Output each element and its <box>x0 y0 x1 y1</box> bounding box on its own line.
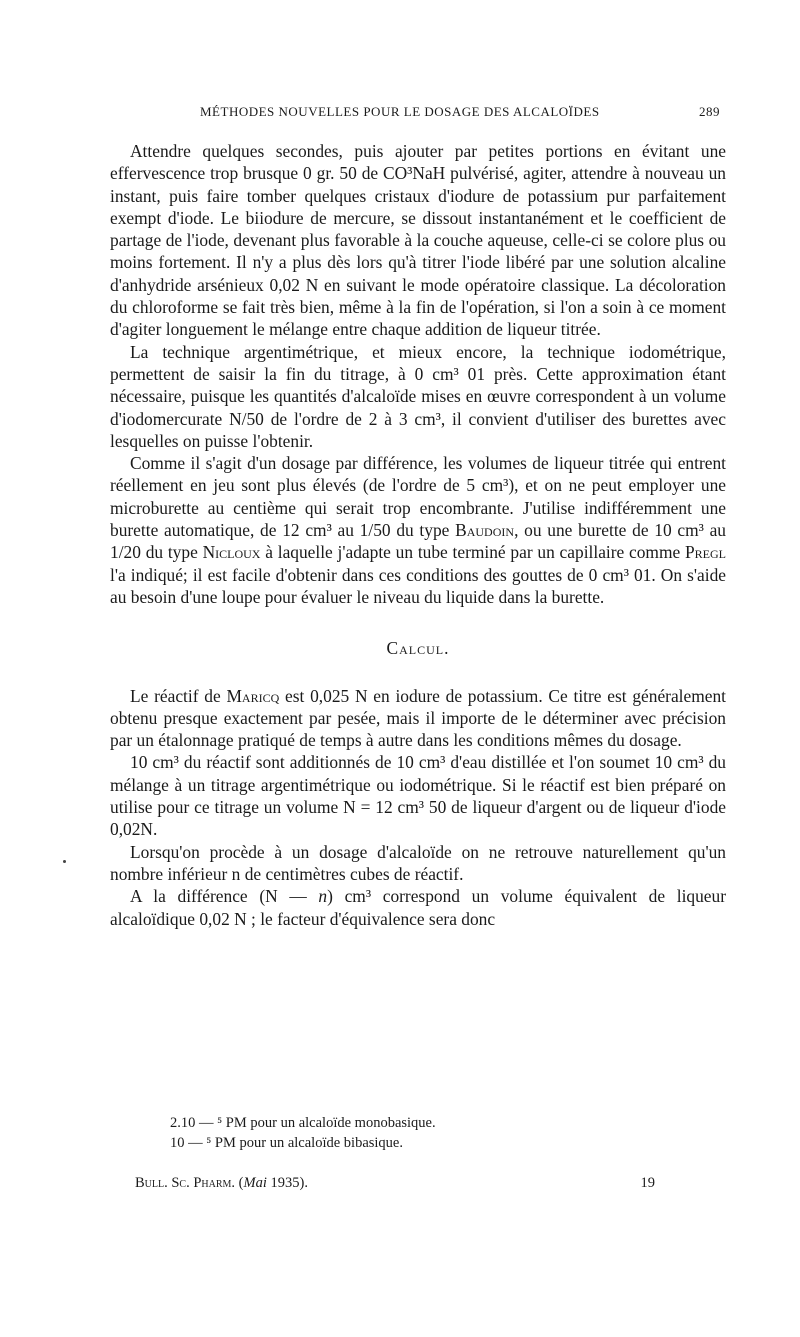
running-title: MÉTHODES NOUVELLES POUR LE DOSAGE DES ALCALOÏDES <box>200 104 600 119</box>
margin-dot <box>63 860 66 863</box>
journal-citation: Bull. Sc. Pharm. (Mai 1935). <box>135 1175 308 1191</box>
paragraph: A la différence (N — n) cm³ correspond un volume équivalent de liqueur alcaloïdique 0,02 N ; le facteur d'équivalence sera donc <box>110 886 727 929</box>
author-name: Maricq <box>226 685 280 706</box>
author-name: Pregl <box>684 542 726 563</box>
equivalence-factors <box>170 1113 436 1153</box>
paragraph: Attendre quelques secondes, puis ajouter par petites portions en évitant une effervescence trop brusque 0 gr. 50 de CO³NaH pulvérisé, agiter, attendre à nouveau un instant, puis faire tomber quelques cristaux d'iodure de potassium pur parfaitement exempt d'iode. Le biiodure de mercure, se dissout instantanément et le coefficient de partage de l'iode, devenant plus favorable à la couche aqueuse, celle-ci se colore plus ou moins fortement. Il n'y a plus dès lors qu'à titrer l'iode libéré par une solution alcaline d'anhydride arsénieux 0,02 N en suivant le mode opératoire classique. La décoloration du chloroforme se fait très bien, même à la fin de l'opération, si l'on a soin à ce moment d'agiter longuement le mélange entre chaque addition de liqueur titrée. <box>110 141 726 340</box>
paragraph: Le réactif de Maricq est 0,025 N en iodure de potassium. Ce titre est généralement obtenu presque exactement par pesée, mais il importe de le déterminer avec précision par un étalonnage pratiqué de temps à autre dans les conditions mêmes du dosage. <box>110 685 726 751</box>
author-name: Baudoin <box>455 520 515 541</box>
section-heading: Calcul. <box>386 638 450 659</box>
signature-number: 19 <box>640 1175 655 1191</box>
paragraph: Lorsqu'on procède à un dosage d'alcaloïde on ne retrouve naturellement qu'un nombre inférieur n de centimètres cubes de réactif. <box>110 841 726 884</box>
article-body <box>110 140 726 930</box>
author-name: Nicloux <box>202 542 261 563</box>
paragraph: 10 cm³ du réactif sont additionnés de 10 cm³ d'eau distillée et l'on soumet 10 cm³ du mélange à un titrage argentimétrique ou iodométrique. Si le réactif est bien préparé on utilise pour ce titrage un volume N = 12 cm³ 50 de liqueur d'argent ou de liqueur d'iode 0,02N. <box>110 752 726 840</box>
paragraph: Comme il s'agit d'un dosage par différence, les volumes de liqueur titrée qui entrent réellement en jeu sont plus élevés (de l'ordre de 5 cm³), et on ne peut employer une microburette au centième qui serait trop encombrante. J'utilise indifféremment une burette automatique, de 12 cm³ au 1/50 du type Baudoin, ou une burette de 10 cm³ au 1/20 du type Nicloux à laquelle j'adapte un tube terminé par un capillaire comme Pregl l'a indiqué; il est facile d'obtenir dans ces conditions des gouttes de 0 cm³ 01. On s'aide au besoin d'une loupe pour évaluer le niveau du liquide dans la burette. <box>110 453 726 607</box>
variable-n: n <box>318 886 328 907</box>
paragraph: La technique argentimétrique, et mieux encore, la technique iodométrique, permettent de saisir la fin du titrage, à 0 cm³ 01 près. Cette approximation étant nécessaire, puisque les quantités d'alcaloïde mises en œuvre correspondent à un volume d'iodomercurate N/50 de l'ordre de 2 à 3 cm³, il convient d'utiliser des burettes avec lesquelles on puisse l'obtenir. <box>110 341 726 451</box>
equation-line: 10 — ⁵ PM pour un alcaloïde bibasique. <box>170 1135 403 1151</box>
page-number: 289 <box>699 104 720 119</box>
equation-line: 2.10 — ⁵ PM pour un alcaloïde monobasique. <box>170 1115 436 1131</box>
